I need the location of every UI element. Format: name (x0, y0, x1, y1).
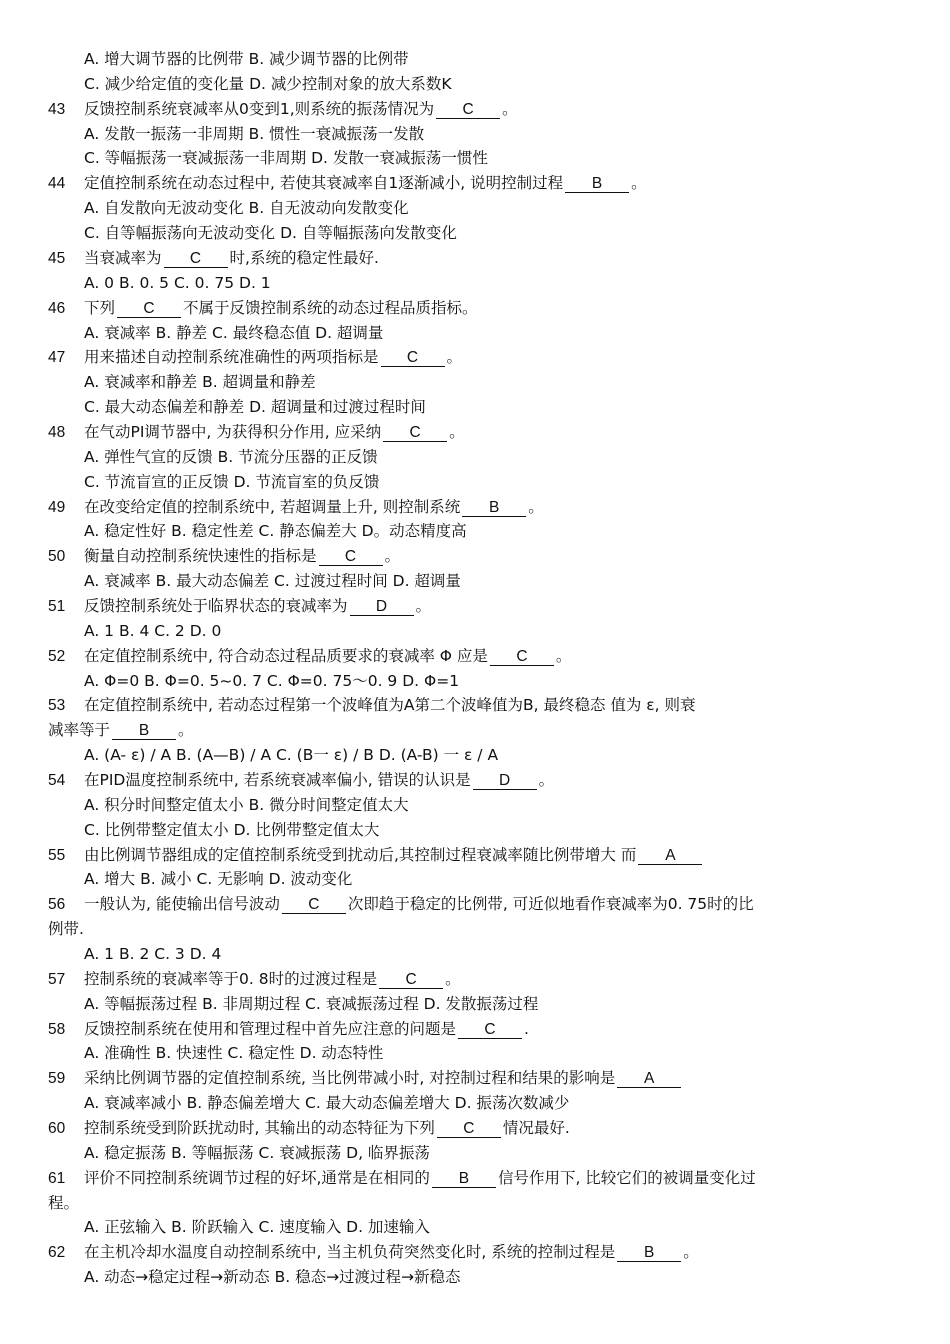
question-number: 58 (48, 1020, 66, 1038)
answer-blank: B (565, 175, 629, 193)
question-stem (48, 171, 910, 196)
question-text-tail: 。 (415, 596, 432, 615)
question-text: 在改变给定值的控制系统中, 若超调量上升, 则控制系统 (84, 497, 461, 516)
question-stem (48, 967, 910, 992)
answer-options: A. 衰减率减小 B. 静态偏差增大 C. 最大动态偏差增大 D. 振荡次数减少 (84, 1094, 570, 1113)
question-stem (48, 420, 910, 445)
text-line (48, 569, 910, 594)
question-text: 在主机冷却水温度自动控制系统中, 当主机负荷突然变化时, 系统的控制过程是 (84, 1243, 616, 1262)
question-stem (48, 843, 910, 868)
question-text: 在气动PI调节器中, 为获得积分作用, 应采纳 (84, 422, 382, 441)
answer-options: A. 自发散向无波动变化 B. 自无波动向发散变化 (84, 199, 409, 218)
question-stem (48, 544, 910, 569)
answer-options: A. 发散一振荡一非周期 B. 惯性一衰减振荡一发散 (84, 124, 425, 143)
question-stem (48, 644, 910, 669)
question-text-tail: 。 (631, 174, 647, 193)
answer-options: A. 等幅振荡过程 B. 非周期过程 C. 衰减振荡过程 D. 发散振荡过程 (84, 994, 539, 1013)
question-stem (48, 246, 910, 271)
question-text: 评价不同控制系统调节过程的好坏,通常是在相同的 (84, 1168, 430, 1187)
question-number: 45 (48, 249, 66, 267)
question-number: 52 (48, 647, 66, 665)
question-number: 47 (48, 349, 66, 367)
question-number: 50 (48, 548, 66, 566)
text-line (48, 519, 910, 544)
answer-blank: C (319, 548, 383, 566)
text-line (48, 669, 910, 694)
answer-blank: C (164, 250, 228, 268)
answer-options: C. 最大动态偏差和静差 D. 超调量和过渡过程时间 (84, 398, 426, 416)
answer-options: A. 1 B. 4 C. 2 D. 0 (84, 621, 222, 640)
question-text: 由比例调节器组成的定值控制系统受到扰动后,其控制过程衰减率随比例带增大 而 (84, 845, 637, 864)
answer-blank: C (437, 1120, 501, 1138)
question-number: 56 (48, 896, 66, 914)
answer-blank: C (383, 424, 447, 442)
text-line (48, 1041, 910, 1066)
question-text-tail: 。 (502, 99, 518, 118)
question-text: 用来描述自动控制系统准确性的两项指标是 (84, 348, 379, 367)
text-line (48, 818, 910, 843)
question-stem (48, 1017, 910, 1042)
question-text: 当衰减率为 (84, 248, 162, 267)
text-line (48, 992, 910, 1017)
answer-blank: C (490, 648, 554, 666)
answer-blank: C (379, 971, 443, 989)
answer-options: A. 增大调节器的比例带 B. 减少调节器的比例带 (84, 50, 409, 68)
text-line (48, 1091, 910, 1116)
question-text: 反馈控制系统处于临界状态的衰减率为 (84, 596, 348, 615)
question-text-tail: 。 (528, 497, 544, 516)
text-line (48, 1265, 910, 1290)
answer-blank: B (432, 1170, 496, 1188)
answer-blank: C (282, 896, 346, 914)
text-line (48, 619, 910, 644)
answer-blank: A (617, 1070, 681, 1088)
question-stem (48, 768, 910, 793)
question-text-tail: 。 (445, 969, 461, 988)
question-stem (48, 345, 910, 370)
answer-options: A. 1 B. 2 C. 3 D. 4 (84, 945, 222, 963)
question-number: 61 (48, 1169, 66, 1187)
answer-options: A. 弹性气宣的反馈 B. 节流分压器的正反馈 (84, 447, 378, 466)
text-line (48, 370, 910, 395)
question-text: 减率等于 (48, 721, 111, 740)
question-stem (48, 495, 910, 520)
text-line (48, 321, 910, 346)
answer-options: A. 动态→稳定过程→新动态 B. 稳态→过渡过程→新稳态 (84, 1268, 461, 1287)
answer-blank: D (350, 598, 414, 616)
question-text-tail: 不属于反馈控制系统的动态过程品质指标。 (183, 298, 478, 317)
text-line (48, 146, 910, 171)
question-text-tail: 。 (538, 770, 555, 789)
answer-blank: A (638, 847, 702, 865)
question-text-tail: 信号作用下, 比较它们的被调量变化过 (497, 1168, 756, 1187)
answer-options: A. 衰减率和静差 B. 超调量和静差 (84, 373, 316, 392)
answer-options: A. 衰减率 B. 最大动态偏差 C. 过渡过程时间 D. 超调量 (84, 572, 461, 591)
answer-blank: D (473, 772, 537, 790)
answer-options: A. Φ=0 B. Φ=0. 5~0. 7 C. Φ=0. 75～0. 9 D. Φ=1 (84, 671, 460, 690)
text-line (48, 942, 910, 967)
question-stem (48, 1166, 910, 1191)
question-stem (48, 1240, 910, 1265)
answer-options: C. 比例带整定值太小 D. 比例带整定值太大 (84, 820, 380, 839)
text-line (48, 1215, 910, 1240)
answer-blank: B (617, 1244, 681, 1262)
text-line (48, 47, 910, 72)
text-line (48, 122, 910, 147)
question-number: 59 (48, 1070, 66, 1088)
question-number: 62 (48, 1244, 66, 1262)
question-text: 一般认为, 能使输出信号波动 (84, 895, 280, 914)
text-line (48, 221, 910, 246)
question-number: 55 (48, 846, 66, 864)
answer-options: A. (A- ε) / A B. (A—B) / A C. (B一 ε) / B D. (A-B) 一 ε / A (84, 746, 499, 765)
question-number: 49 (48, 498, 66, 516)
answer-options: C. 自等幅振荡向无波动变化 D. 自等幅振荡向发散变化 (84, 224, 457, 242)
answer-blank: C (458, 1021, 522, 1039)
answer-options: A. 稳定性好 B. 稳定性差 C. 静态偏差大 D。动态精度高 (84, 522, 467, 541)
question-text: 反馈控制系统衰减率从0变到1,则系统的振荡情况为 (84, 99, 435, 118)
question-text: 在定值控制系统中, 符合动态过程品质要求的衰减率 Φ 应是 (84, 646, 488, 665)
question-text-tail: 。 (449, 422, 465, 441)
question-number: 48 (48, 423, 66, 441)
question-text-tail: 时,系统的稳定性最好. (229, 248, 379, 267)
text-line (48, 470, 910, 495)
question-stem (48, 892, 910, 917)
answer-options: C. 等幅振荡一衰减振荡一非周期 D. 发散一衰减振荡一惯性 (84, 149, 488, 168)
question-text-tail: 。 (446, 348, 463, 367)
question-stem (48, 1116, 910, 1141)
question-text-tail: 。 (178, 721, 194, 740)
question-text-tail: 。 (683, 1243, 699, 1262)
question-text: 控制系统的衰减率等于0. 8时的过渡过程是 (84, 969, 378, 988)
answer-options: C. 减少给定值的变化量 D. 减少控制对象的放大系数K (84, 74, 452, 93)
answer-blank: B (112, 722, 176, 740)
question-stem (48, 296, 910, 321)
answer-options: A. 正弦输入 B. 阶跃输入 C. 速度输入 D. 加速输入 (84, 1218, 430, 1237)
answer-options: A. 稳定振荡 B. 等幅振荡 C. 衰减振荡 D, 临界振荡 (84, 1143, 430, 1162)
question-number: 51 (48, 597, 66, 615)
text-line (48, 395, 910, 420)
text-continuation: 例带. (48, 920, 84, 939)
answer-blank: C (436, 101, 500, 119)
question-text: 在定值控制系统中, 若动态过程第一个波峰值为A第二个波峰值为B, 最终稳态 值为 ε, 则衰 (84, 696, 696, 715)
question-text-tail: 次即趋于稳定的比例带, 可近似地看作衰减率为0. 75时的比 (347, 895, 754, 914)
question-number: 53 (48, 697, 66, 715)
question-number: 46 (48, 299, 66, 317)
question-text: 反馈控制系统在使用和管理过程中首先应注意的问题是 (84, 1019, 457, 1038)
answer-options: A. 准确性 B. 快速性 C. 稳定性 D. 动态特性 (84, 1044, 384, 1063)
question-text: 控制系统受到阶跃扰动时, 其输出的动态特征为下列 (84, 1119, 435, 1137)
text-line (48, 867, 910, 892)
answer-options: A. 衰减率 B. 静差 C. 最终稳态值 D. 超调量 (84, 323, 384, 342)
question-text: 衡量自动控制系统快速性的指标是 (84, 547, 317, 566)
question-number: 44 (48, 175, 66, 193)
question-text-tail: . (524, 1019, 529, 1038)
text-line (48, 445, 910, 470)
text-line (48, 271, 910, 296)
text-line (48, 1141, 910, 1166)
text-line (48, 743, 910, 768)
answer-options: A. 增大 B. 减小 C. 无影响 D. 波动变化 (84, 870, 353, 889)
text-continuation: 程。 (48, 1193, 80, 1212)
question-text-tail: 情况最好. (502, 1119, 570, 1137)
question-text-tail: 。 (555, 646, 572, 665)
question-number: 54 (48, 771, 66, 789)
text-line (48, 72, 910, 97)
question-text: 在PID温度控制系统中, 若系统衰减率偏小, 错误的认识是 (84, 770, 471, 789)
question-text: 定值控制系统在动态过程中, 若使其衰减率自1逐渐减小, 说明控制过程 (84, 174, 564, 193)
question-stem (48, 1066, 910, 1091)
answer-blank: B (462, 499, 526, 517)
answer-blank: C (381, 349, 445, 367)
text-line (48, 1191, 910, 1216)
question-text: 采纳比例调节器的定值控制系统, 当比例带减小时, 对控制过程和结果的影响是 (84, 1069, 616, 1088)
question-text-tail: 。 (384, 547, 401, 566)
question-text: 下列 (84, 298, 116, 317)
question-number: 57 (48, 970, 66, 988)
text-line (48, 196, 910, 221)
answer-options: A. 0 B. 0. 5 C. 0. 75 D. 1 (84, 273, 271, 292)
answer-options: C. 节流盲宣的正反馈 D. 节流盲室的负反馈 (84, 472, 380, 491)
question-stem (48, 693, 910, 718)
question-stem (48, 594, 910, 619)
answer-options: A. 积分时间整定值太小 B. 微分时间整定值太大 (84, 795, 409, 814)
question-number: 60 (48, 1120, 66, 1137)
answer-blank: C (117, 300, 181, 318)
text-line (48, 718, 910, 743)
question-number: 43 (48, 100, 66, 118)
question-stem (48, 97, 910, 122)
text-line (48, 793, 910, 818)
text-line (48, 917, 910, 942)
